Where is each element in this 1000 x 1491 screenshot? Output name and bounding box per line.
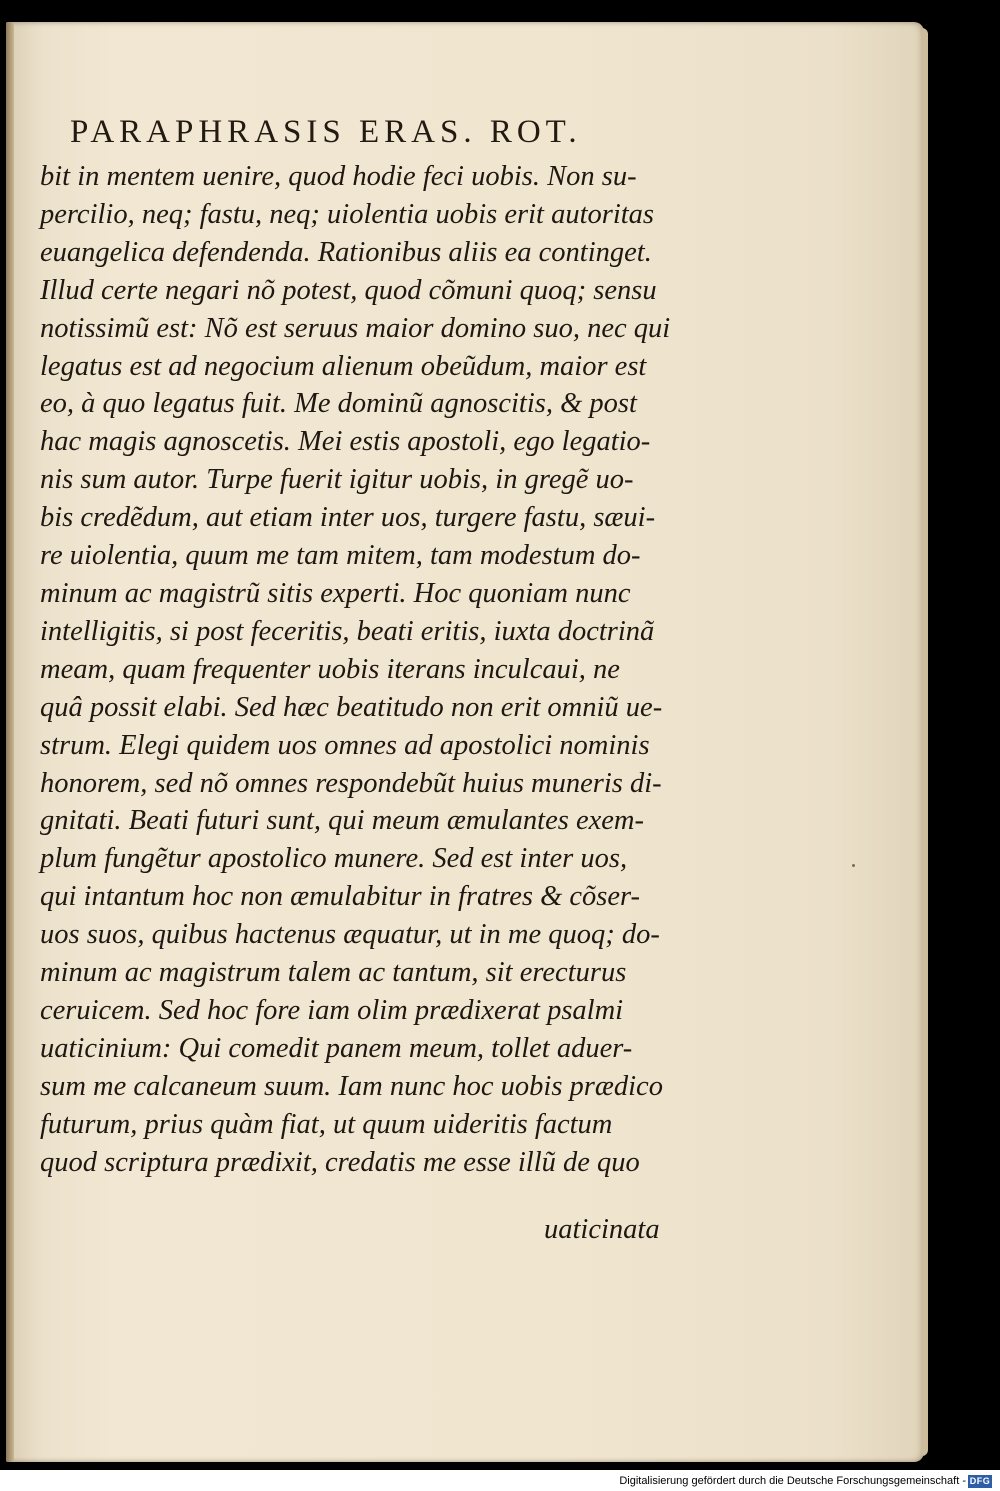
paper-speck [852,864,855,867]
text-line: re uiolentia, quum me tam mitem, tam modestum do- [40,540,641,572]
text-line: honorem, sed nõ omnes respondebũt huius muneris di- [40,767,662,799]
text-line: ceruicem. Sed hoc fore iam olim prædixerat psalmi [40,994,624,1026]
text-line: percilio, neq; fastu, neq; uiolentia uobis erit autoritas [40,198,655,230]
text-line: hac magis agnoscetis. Mei estis apostoli, ego legatio- [40,426,651,458]
text-line: quâ possit elabi. Sed hæc beatitudo non erit omniũ ue- [40,691,663,723]
text-line: euangelica defendenda. Rationibus aliis ea continget. [40,236,652,268]
text-line: minum ac magistrum talem ac tantum, sit erecturus [40,957,627,989]
text-line: nis sum autor. Turpe fuerit igitur uobis, in gregẽ uo- [40,464,634,496]
text-line: plum fungẽtur apostolico munere. Sed est inter uos, [40,843,628,875]
text-line: uaticinium: Qui comedit panem meum, tollet aduer- [40,1032,633,1064]
running-head: PARAPHRASIS ERAS. ROT. [70,114,582,150]
text-line: eo, à quo legatus fuit. Me dominũ agnoscitis, & post [40,388,637,420]
text-line: bit in mentem uenire, quod hodie feci uobis. Non su- [40,161,637,192]
text-line: bis credẽdum, aut etiam inter uos, turgere fastu, sæui- [40,502,656,534]
digitization-credit: Digitalisierung gefördert durch die Deutsche Forschungsgemeinschaft - [619,1475,966,1487]
text-line: futurum, prius quàm fiat, ut quum uideritis factum [40,1108,613,1140]
body-text [40,158,672,1181]
text-line: sum me calcaneum suum. Iam nunc hoc uobis prædico [40,1070,663,1102]
text-line: legatus est ad negocium alienum obeũdum, maior est [40,350,647,382]
text-line: intelligitis, si post feceritis, beati eritis, iuxta doctrinã [40,615,655,647]
catchword: uaticinata [544,1214,660,1245]
book-page [6,22,924,1462]
text-line: meam, quam frequenter uobis iterans inculcaui, ne [40,653,620,685]
text-line: qui intantum hoc non æmulabitur in fratres & cõser- [40,881,641,913]
text-line: strum. Elegi quidem uos omnes ad apostolici nominis [40,729,650,761]
text-line: gnitati. Beati futuri sunt, qui meum æmulantes exem- [40,805,644,837]
text-line: quod scriptura prædixit, credatis me esse illũ de quo [40,1146,640,1178]
text-line: notissimũ est: Nõ est seruus maior domino suo, nec qui [40,312,671,344]
text-line: minum ac magistrũ sitis experti. Hoc quoniam nunc [40,577,631,609]
page-gutter [6,22,14,1462]
text-line: Illud certe negari nõ potest, quod cõmuni quoq; sensu [40,274,657,306]
dfg-logo: DFG [969,1476,991,1486]
text-line: uos suos, quibus hactenus æquatur, ut in me quoq; do- [40,919,660,951]
page-fore-edge [922,28,928,1456]
